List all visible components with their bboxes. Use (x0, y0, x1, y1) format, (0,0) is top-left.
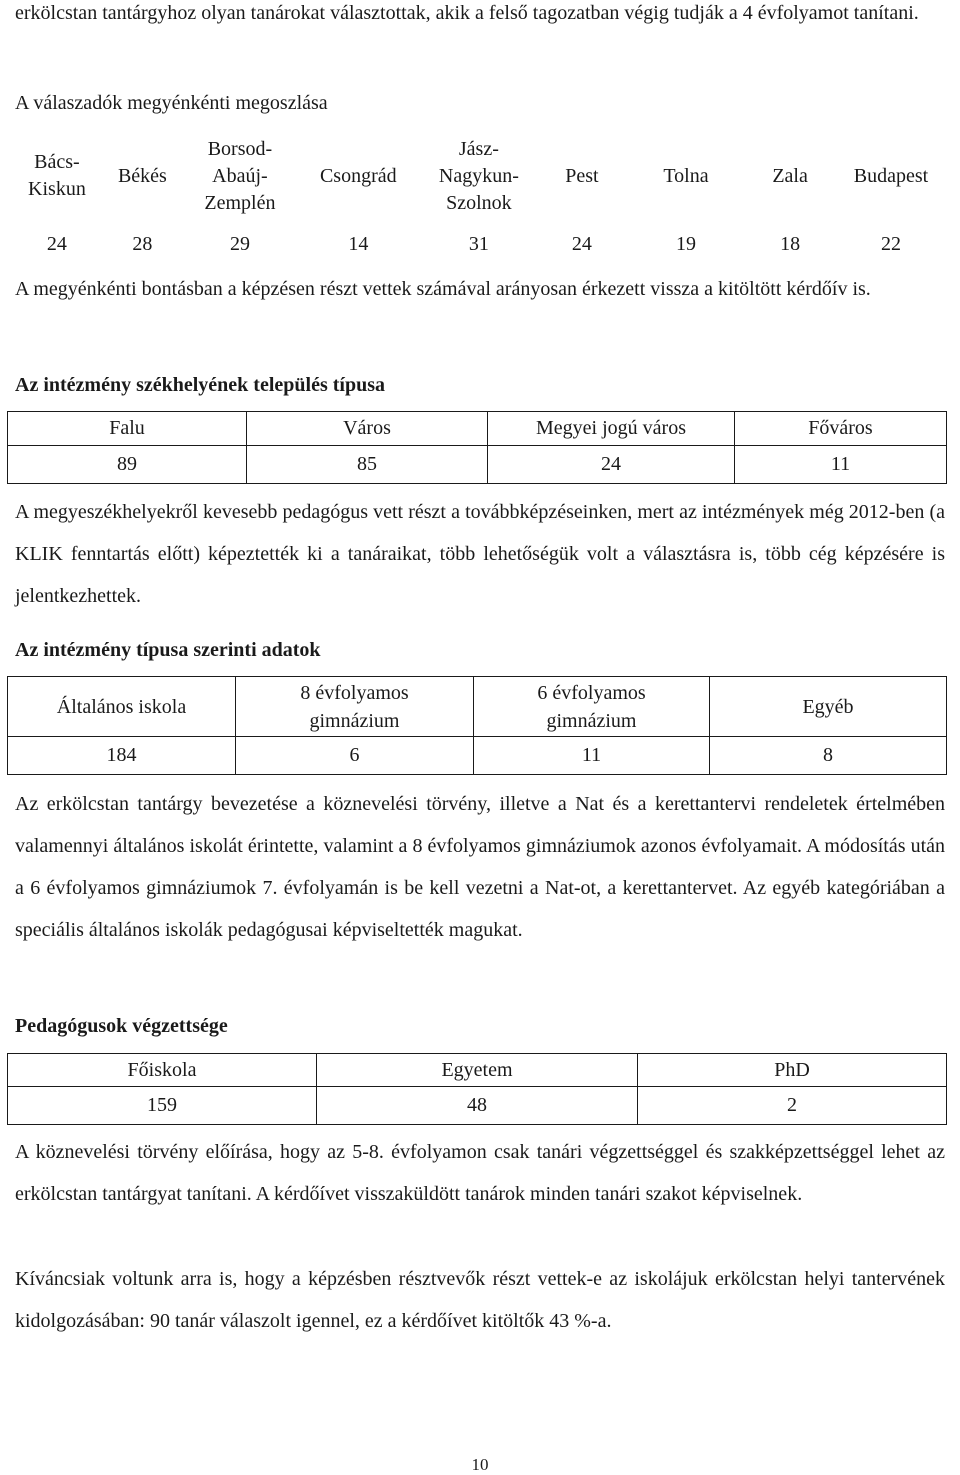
institution-value-cell: 11 (474, 737, 710, 775)
county-header-row (12, 132, 948, 220)
county-value-cell: 22 (880, 232, 901, 255)
qualification-section-title: Pedagógusok végzettsége (15, 1015, 228, 1037)
county-header-cell: Zala (772, 164, 808, 187)
settlement-value-cell: 85 (247, 446, 488, 484)
institution-header-cell: Általános iskola (8, 677, 236, 737)
county-table (12, 132, 948, 268)
institution-value-cell: 184 (8, 737, 236, 775)
county-value-cell: 29 (229, 232, 250, 255)
qualification-value-cell: 159 (8, 1087, 317, 1125)
intro-paragraph: erkölcstan tantárgyhoz olyan tanárokat választottak, akik a felső tagozatban végig tudják a 4 évfolyamot tanítani. (15, 2, 919, 24)
county-header-cell: Pest (565, 164, 599, 187)
county-header-cell: Csongrád (319, 164, 397, 187)
county-header-cell: Budapest (853, 164, 929, 187)
qualification-note: A köznevelési törvény előírása, hogy az 5-8. évfolyamon csak tanári végzettséggel és szakképzettséggel lehet az erkölcstan tantárgyat tanítani. A kérdőívet visszaküldött tanárok minden tanári szakot képviselnek. (15, 1141, 945, 1205)
settlement-header-row (8, 412, 947, 446)
county-value-cell: 18 (780, 232, 801, 255)
settlement-note: A megyeszékhelyekről kevesebb pedagógus vett részt a továbbképzéseinken, mert az intézmények még 2012-ben (a KLIK fenntartás előtt) képeztették ki a tanáraikat, több lehetőségük volt a választásra is, több cég képzésére is jelentkezhettek. (15, 501, 945, 607)
county-value-cell: 24 (571, 232, 592, 255)
county-header-cell: Békés (117, 164, 167, 187)
qualification-table (7, 1053, 947, 1125)
county-note: A megyénkénti bontásban a képzésen részt vettek számával arányosan érkezett vissza a kitöltött kérdőív is. (15, 278, 871, 300)
institution-header-cell: 6 évfolyamos gimnázium (474, 677, 710, 737)
county-value-cell: 24 (46, 232, 67, 255)
qualification-header-cell: PhD (638, 1054, 947, 1087)
institution-value-cell: 6 (236, 737, 474, 775)
county-value-cell: 28 (132, 232, 153, 255)
qualification-value-cell: 48 (317, 1087, 638, 1125)
qualification-header-row (8, 1054, 947, 1087)
settlement-value-cell: 24 (488, 446, 735, 484)
settlement-header-cell: Megyei jogú város (488, 412, 735, 446)
county-value-row (12, 220, 948, 268)
settlement-header-cell: Főváros (735, 412, 947, 446)
closing-paragraph: Kíváncsiak voltunk arra is, hogy a képzésben résztvevők részt vettek-e az iskolájuk erkölcstan helyi tantervének kidolgozásában: 90 tanár válaszolt igennel, ez a kérdőívet kitöltők 43 %-a. (15, 1268, 945, 1332)
county-value-cell: 14 (348, 232, 369, 255)
settlement-value-row (8, 446, 947, 484)
county-section-title: A válaszadók megyénkénti megoszlása (15, 92, 328, 114)
settlement-value-cell: 11 (735, 446, 947, 484)
county-value-cell: 31 (468, 232, 489, 255)
county-header-cell: Jász- Nagykun- Szolnok (438, 137, 519, 214)
institution-header-cell: Egyéb (710, 677, 947, 737)
county-value-cell: 19 (675, 232, 696, 255)
institution-note: Az erkölcstan tantárgy bevezetése a köznevelési törvény, illetve a Nat és a kerettantervi rendeletek értelmében valamennyi általános iskolát érintette, valamint a 8 évfolyamos gimnáziumok azonos évfolyamait. A módosítás után a 6 évfolyamos gimnáziumok 7. évfolyamán is be kell vezetni a Nat-ot, a kerettantervet. Az egyéb kategóriában a speciális általános iskolák pedagógusai képviseltették magukat. (15, 793, 945, 941)
county-header-cell: Tolna (663, 164, 709, 187)
county-header-cell: Borsod- Abaúj- Zemplén (204, 137, 276, 214)
institution-header-row (8, 677, 947, 737)
institution-value-row (8, 737, 947, 775)
qualification-value-cell: 2 (638, 1087, 947, 1125)
institution-header-cell: 8 évfolyamos gimnázium (236, 677, 474, 737)
settlement-value-cell: 89 (8, 446, 247, 484)
settlement-header-cell: Város (247, 412, 488, 446)
institution-table (7, 676, 947, 775)
settlement-table (7, 411, 947, 484)
qualification-value-row (8, 1087, 947, 1125)
settlement-header-cell: Falu (8, 412, 247, 446)
county-header-cell: Bács- Kiskun (28, 151, 86, 200)
institution-value-cell: 8 (710, 737, 947, 775)
qualification-header-cell: Főiskola (8, 1054, 317, 1087)
qualification-header-cell: Egyetem (317, 1054, 638, 1087)
institution-section-title: Az intézmény típusa szerinti adatok (15, 639, 321, 661)
page-number: 10 (471, 1455, 489, 1474)
settlement-section-title: Az intézmény székhelyének település típusa (15, 374, 385, 396)
